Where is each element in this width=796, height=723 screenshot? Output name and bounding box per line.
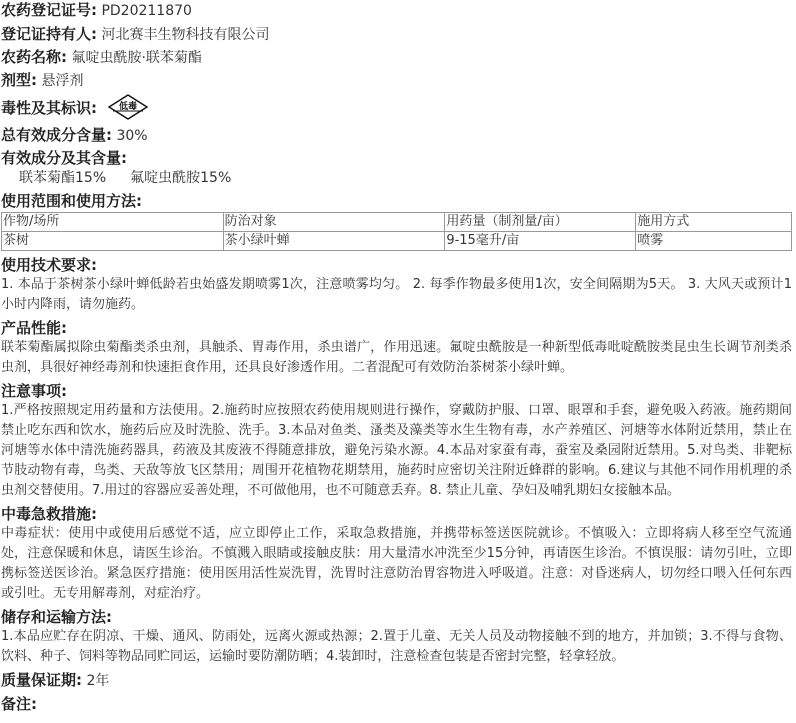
total-content-label: 总有效成分含量: [1, 126, 112, 144]
total-content-value: 30% [116, 128, 148, 144]
holder-row [1, 24, 792, 45]
performance-text: 联苯菊酯属拟除虫菊酯类杀虫剂，具触杀、胃毒作用，杀虫谱广，作用迅速。氟啶虫酰胺是一种新型低毒吡啶酰胺类昆虫生长调节剂类杀虫剂，具很好神经毒剂和快速拒食作用，还具良好渗透作用。二者混配可有效防治茶树茶小绿叶蝉。 [1, 340, 792, 375]
usage-label: 使用范围和使用方法: [1, 192, 142, 210]
usage-cell-dosage: 9-15毫升/亩 [445, 232, 636, 251]
table-row [2, 232, 792, 251]
toxicity-row [1, 91, 792, 123]
toxicity-label: 毒性及其标识: [1, 98, 97, 117]
notes-text: 1.严格按照规定用药量和方法使用。2.施药时应按照农药使用规则进行操作，穿戴防护服、口罩、眼罩和手套，避免吸入药液。施药期间禁止吃东西和饮水，施药后应及时洗脸、洗手。3.本品对鱼类、溞类及藻类等水生生物有毒，水产养殖区、河塘等水体附近禁用，禁止在河塘等水体中清洗施药器具，药液及其废液不得随意排放，避免污染水源。4.本品对家蚕有毒，蚕室及桑园附近禁用。5.对鸟类、非靶标节肢动物有毒，鸟类、天敌等放飞区禁用；周围开花植物花期禁用，施药时应密切关注附近蜂群的影响。6.建议与其他不同作用机理的杀虫剂交替使用。7.用过的容器应妥善处理，不可做他用，也不可随意丢弃。8. 禁止儿童、孕妇及哺乳期妇女接触本品。 [1, 403, 792, 498]
usage-table [1, 212, 792, 251]
pesticide-name-row [1, 47, 792, 68]
ingredient-item: 氟啶虫酰胺15% [130, 170, 232, 186]
reg-number-row [1, 0, 792, 21]
total-content-row [1, 125, 792, 146]
formulation-value: 悬浮剂 [41, 73, 84, 89]
usage-cell-method: 喷雾 [636, 232, 792, 251]
remarks-label: 备注: [1, 695, 37, 713]
ingredients-list [1, 168, 792, 188]
notes-label: 注意事项: [1, 382, 67, 400]
ingredient-item: 联苯菊酯15% [19, 170, 107, 186]
shelf-life-row [1, 670, 792, 691]
holder-value: 河北赛丰生物科技有限公司 [101, 27, 270, 43]
tech-text: 1. 本品于茶树茶小绿叶蝉低龄若虫始盛发期喷雾1次，注意喷雾均匀。 2. 每季作物最多使用1次，安全间隔期为5天。 3. 大风天或预计1小时内降雨，请勿施药。 [1, 277, 792, 312]
first-aid-label: 中毒急救措施: [1, 505, 97, 523]
ingredients-label: 有效成分及其含量: [1, 149, 127, 167]
pesticide-name-label: 农药名称: [1, 48, 67, 66]
usage-header-cell: 防治对象 [223, 213, 445, 232]
usage-header-cell: 施用方式 [636, 213, 792, 232]
storage-text: 1.本品应贮存在阴凉、干燥、通风、防雨处，远离火源或热源；2.置于儿童、无关人员及动物接触不到的地方，并加锁；3.不得与食物、饮料、种子、饲料等物品同贮同运，运输时要防潮防晒；4.装卸时，注意检查包装是否密封完整，轻拿轻放。 [1, 629, 792, 664]
formulation-row [1, 70, 792, 91]
performance-label: 产品性能: [1, 319, 67, 337]
pesticide-name-value: 氟啶虫酰胺·联苯菊酯 [71, 50, 202, 66]
tech-label: 使用技术要求: [1, 256, 97, 274]
reg-number-label: 农药登记证号: [1, 1, 97, 19]
usage-header-cell: 作物/场所 [2, 213, 224, 232]
shelf-life-label: 质量保证期: [1, 671, 82, 689]
usage-cell-crop: 茶树 [2, 232, 224, 251]
low-toxicity-diamond-icon [107, 93, 149, 121]
toxicity-badge-text: 低毒 [118, 102, 137, 112]
formulation-label: 剂型: [1, 71, 37, 89]
usage-table-header [2, 213, 792, 232]
holder-label: 登记证持有人: [1, 25, 97, 43]
storage-label: 储存和运输方法: [1, 608, 112, 626]
first-aid-text: 中毒症状：使用中或使用后感觉不适，应立即停止工作，采取急救措施，并携带标签送医院就诊。不慎吸入：立即将病人移至空气流通处，注意保暖和休息，请医生诊治。不慎溅入眼睛或接触皮肤：用大量清水冲洗至少15分钟，再请医生诊治。不慎误服：请勿引吐，立即携标签送医诊治。紧急医疗措施：使用医用活性炭洗胃，洗胃时注意防治胃容物进入呼吸道。注意：对昏迷病人，切勿经口喂入任何东西或引吐。无专用解毒剂，对症治疗。 [1, 526, 792, 601]
shelf-life-value: 2年 [86, 673, 110, 689]
usage-header-cell: 用药量（制剂量/亩） [445, 213, 636, 232]
reg-number-value: PD20211870 [101, 3, 192, 19]
usage-cell-target: 茶小绿叶蝉 [223, 232, 445, 251]
